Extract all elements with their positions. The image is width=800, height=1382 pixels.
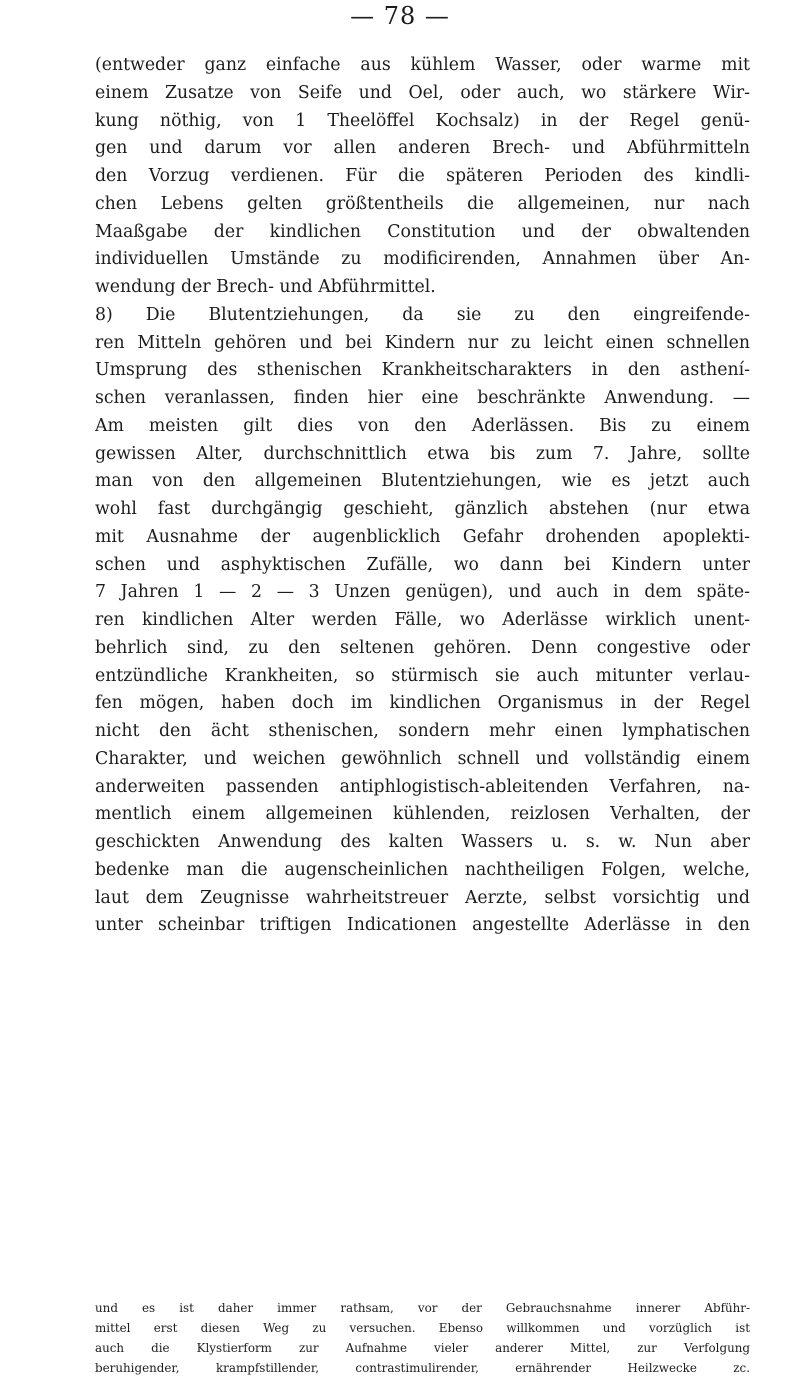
text-line: 8) Die Blutentziehungen, da sie zu den eingreifende- xyxy=(95,304,750,325)
text-line: (entweder ganz einfache aus kühlem Wasser, oder warme mit xyxy=(95,55,750,75)
text-line: den Vorzug verdienen. Für die späteren Perioden des kindli- xyxy=(95,166,750,186)
text-line: kung nöthig, von 1 Theelöffel Kochsalz) in der Regel genü- xyxy=(95,110,750,131)
text-line: Charakter, und weichen gewöhnlich schnell und vollständig einem xyxy=(95,748,750,769)
footnote-line: auch die Klystierform zur Aufnahme vieler anderer Mittel, zur Verfolgung xyxy=(95,1340,750,1355)
text-line: Umsprung des sthenischen Krankheitscharakters in den asthení- xyxy=(95,360,750,381)
text-line: bedenke man die augenscheinlichen nachtheiligen Folgen, welche, xyxy=(95,859,750,880)
text-line: mentlich einem allgemeinen kühlenden, reizlosen Verhalten, der xyxy=(95,804,750,825)
page-number: — 78 — xyxy=(350,2,450,30)
footnote-block xyxy=(95,1299,750,1379)
text-line: Maaßgabe der kindlichen Constitution und der obwaltenden xyxy=(95,221,750,242)
main-text-block xyxy=(95,52,750,940)
text-line: ren Mitteln gehören und bei Kindern nur zu leicht einen schnellen xyxy=(95,332,750,353)
text-line: geschickten Anwendung des kalten Wassers u. s. w. Nun aber xyxy=(95,832,750,852)
text-line: laut dem Zeugnisse wahrheitstreuer Aerzte, selbst vorsichtig und xyxy=(95,887,750,908)
text-line: gewissen Alter, durchschnittlich etwa bis zum 7. Jahre, sollte xyxy=(95,443,750,464)
text-line: einem Zusatze von Seife und Oel, oder auch, wo stärkere Wir- xyxy=(95,82,750,103)
text-line: individuellen Umstände zu modificirenden, Annahmen über An- xyxy=(95,249,750,270)
text-line: behrlich sind, zu den seltenen gehören. Denn congestive oder xyxy=(95,637,750,658)
text-line: schen und asphyktischen Zufälle, wo dann bei Kindern unter xyxy=(95,554,750,575)
footnote-line: beruhigender, krampfstillender, contrastimulirender, ernährender Heilzwecke zc. xyxy=(95,1360,750,1375)
text-line: Am meisten gilt dies von den Aderlässen. Bis zu einem xyxy=(95,415,750,436)
text-line: gen und darum vor allen anderen Brech- und Abführmitteln xyxy=(95,138,750,159)
text-line: fen mögen, haben doch im kindlichen Organismus in der Regel xyxy=(95,693,750,714)
footnote-line: mittel erst diesen Weg zu versuchen. Ebenso willkommen und vorzüglich ist xyxy=(95,1320,750,1335)
text-line: wohl fast durchgängig geschieht, gänzlich abstehen (nur etwa xyxy=(95,499,750,519)
footnote-line: und es ist daher immer rathsam, vor der Gebrauchsnahme innerer Abführ- xyxy=(95,1301,750,1315)
text-line: 7 Jahren 1 — 2 — 3 Unzen genügen), und auch in dem späte- xyxy=(95,582,750,603)
text-line: mit Ausnahme der augenblicklich Gefahr drohenden apoplekti- xyxy=(95,526,750,547)
text-line: wendung der Brech- und Abführmittel. xyxy=(95,277,436,297)
text-line: man von den allgemeinen Blutentziehungen, wie es jetzt auch xyxy=(95,471,750,492)
text-line: schen veranlassen, finden hier eine beschränkte Anwendung. — xyxy=(95,388,750,408)
text-line: unter scheinbar triftigen Indicationen angestellte Aderlässe in den xyxy=(95,915,750,936)
text-line: nicht den ächt sthenischen, sondern mehr einen lymphatischen xyxy=(95,721,750,741)
text-line: anderweiten passenden antiphlogistisch-ableitenden Verfahren, na- xyxy=(95,776,750,797)
text-line: entzündliche Krankheiten, so stürmisch sie auch mitunter verlau- xyxy=(95,665,750,686)
text-line: ren kindlichen Alter werden Fälle, wo Aderlässe wirklich unent- xyxy=(95,610,750,630)
text-line: chen Lebens gelten größtentheils die allgemeinen, nur nach xyxy=(95,193,750,214)
